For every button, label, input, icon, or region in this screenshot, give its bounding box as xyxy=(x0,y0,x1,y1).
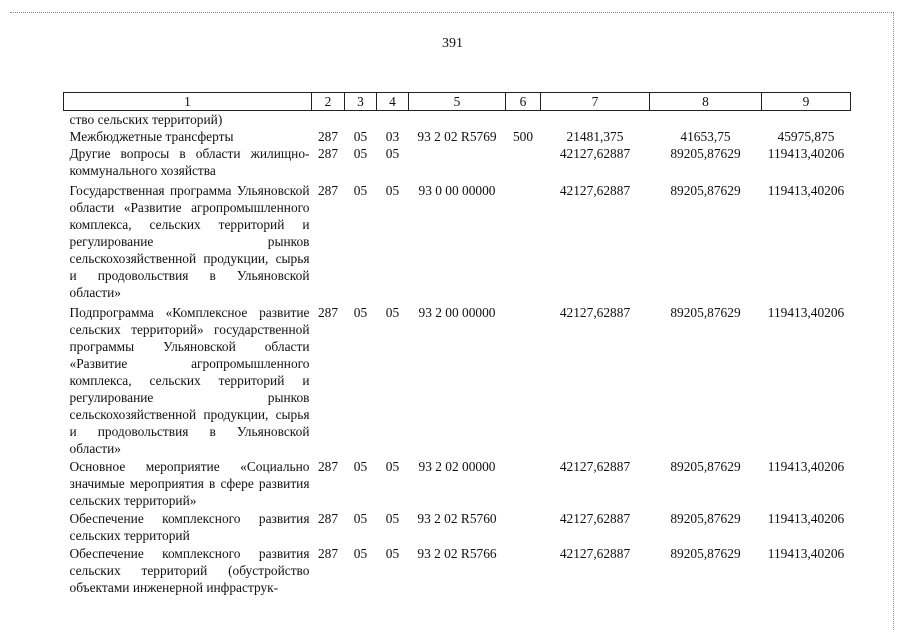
row-name: Государственная программа Ульяновской области «Развитие агропромышленного комплекса, сельских территорий и регулирование рынков сельскохозяйственной продукции, сырья и продовольствия в Ульяновской области» xyxy=(69,183,310,300)
table-row xyxy=(64,544,851,596)
column-header: 1 xyxy=(64,93,312,111)
cell-subsection: 05 xyxy=(385,146,400,161)
cell-expense-type xyxy=(506,544,541,596)
cell-ministry-code xyxy=(312,111,345,129)
cell-expense-type xyxy=(506,179,541,301)
column-header: 5 xyxy=(409,93,506,111)
column-header: 2 xyxy=(312,93,345,111)
cell-target-article: 93 0 00 00000 xyxy=(418,183,496,198)
cell-amount-year3: 119413,40206 xyxy=(767,511,845,526)
cell-target-article: 93 2 02 00000 xyxy=(418,459,496,474)
cell-amount-year1: 42127,62887 xyxy=(559,459,631,474)
cell-amount-year3: 45975,875 xyxy=(777,129,835,144)
row-name: Основное мероприятие «Социально значимые мероприятия в сфере развития сельских территорий» xyxy=(69,459,310,508)
cell-amount-year2: 89205,87629 xyxy=(670,511,741,526)
row-name: ство сельских территорий) xyxy=(69,112,223,127)
cell-subsection: 03 xyxy=(385,129,400,144)
table-row xyxy=(64,145,851,179)
row-name: Обеспечение комплексного развития сельских территорий xyxy=(69,511,310,543)
cell-target-article: 93 2 02 R5769 xyxy=(417,129,497,144)
cell-amount-year2: 89205,87629 xyxy=(670,546,741,561)
cell-amount-year2 xyxy=(650,111,762,129)
cell-amount-year2: 89205,87629 xyxy=(670,146,741,161)
cell-subsection: 05 xyxy=(385,183,400,198)
cell-subsection: 05 xyxy=(385,305,400,320)
row-name: Другие вопросы в области жилищно-коммунального хозяйства xyxy=(69,146,310,178)
cell-amount-year1: 21481,375 xyxy=(566,129,624,144)
table-row xyxy=(64,128,851,145)
cell-expense-type xyxy=(506,509,541,544)
table-row xyxy=(64,111,851,129)
cell-amount-year1: 42127,62887 xyxy=(559,511,631,526)
table-row xyxy=(64,301,851,457)
row-name: Межбюджетные трансферты xyxy=(69,129,234,144)
cell-amount-year1: 42127,62887 xyxy=(559,183,631,198)
cell-subsection xyxy=(377,111,409,129)
cell-amount-year2: 89205,87629 xyxy=(670,459,741,474)
column-header: 6 xyxy=(506,93,541,111)
cell-amount-year1: 42127,62887 xyxy=(559,305,631,320)
cell-section: 05 xyxy=(353,146,368,161)
cell-subsection: 05 xyxy=(385,459,400,474)
cell-amount-year3: 119413,40206 xyxy=(767,183,845,198)
cell-expense-type xyxy=(506,145,541,179)
column-header: 4 xyxy=(377,93,409,111)
cell-amount-year3: 119413,40206 xyxy=(767,146,845,161)
column-number-header xyxy=(64,93,851,111)
row-name: Подпрограмма «Комплексное развитие сельских территорий» государственной программы Ульяновской области «Развитие агропромышленного комплекса, сельских территорий и регулирование рынков сельскохозяйственной продукции, сырья и продовольствия в Ульяновской области» xyxy=(69,305,310,456)
cell-target-article: 93 2 02 R5760 xyxy=(417,511,497,526)
cell-expense-type xyxy=(506,301,541,457)
cell-amount-year1: 42127,62887 xyxy=(559,546,631,561)
cell-section xyxy=(345,111,377,129)
cell-amount-year2: 41653,75 xyxy=(680,129,731,144)
cell-amount-year3 xyxy=(762,111,851,129)
cell-subsection: 05 xyxy=(385,546,400,561)
cell-section: 05 xyxy=(353,183,368,198)
cell-section: 05 xyxy=(353,129,368,144)
cell-target-article xyxy=(409,111,506,129)
cell-target-article: 93 2 02 R5766 xyxy=(417,546,497,561)
table-row xyxy=(64,509,851,544)
cell-ministry-code: 287 xyxy=(317,129,339,144)
cell-section: 05 xyxy=(353,459,368,474)
page-number: 391 xyxy=(442,36,463,51)
cell-expense-type: 500 xyxy=(512,129,534,144)
cell-amount-year3: 119413,40206 xyxy=(767,305,845,320)
cell-ministry-code: 287 xyxy=(317,305,339,320)
cell-ministry-code: 287 xyxy=(317,511,339,526)
column-header: 3 xyxy=(345,93,377,111)
cell-section: 05 xyxy=(353,305,368,320)
column-header: 8 xyxy=(650,93,762,111)
column-header: 9 xyxy=(762,93,851,111)
cell-target-article: 93 2 00 00000 xyxy=(418,305,496,320)
cell-amount-year1 xyxy=(541,111,650,129)
column-header: 7 xyxy=(541,93,650,111)
cell-amount-year1: 42127,62887 xyxy=(559,146,631,161)
cell-amount-year3: 119413,40206 xyxy=(767,546,845,561)
table-row xyxy=(64,179,851,301)
cell-target-article xyxy=(409,145,506,179)
cell-ministry-code: 287 xyxy=(317,146,339,161)
cell-amount-year2: 89205,87629 xyxy=(670,183,741,198)
cell-subsection: 05 xyxy=(385,511,400,526)
budget-table xyxy=(63,92,851,596)
table-row xyxy=(64,457,851,509)
cell-amount-year3: 119413,40206 xyxy=(767,459,845,474)
cell-section: 05 xyxy=(353,511,368,526)
cell-ministry-code: 287 xyxy=(317,546,339,561)
cell-expense-type xyxy=(506,111,541,129)
cell-section: 05 xyxy=(353,546,368,561)
cell-amount-year2: 89205,87629 xyxy=(670,305,741,320)
row-name: Обеспечение комплексного развития сельских территорий (обустройство объектами инженерной инфраструк- xyxy=(69,546,310,595)
cell-expense-type xyxy=(506,457,541,509)
cell-ministry-code: 287 xyxy=(317,183,339,198)
cell-ministry-code: 287 xyxy=(317,459,339,474)
